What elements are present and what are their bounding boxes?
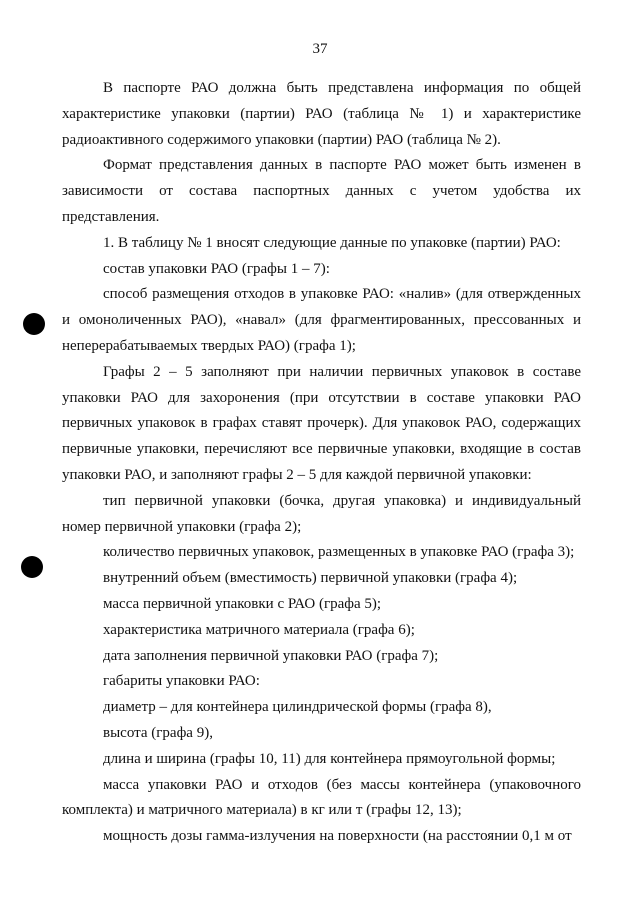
- list-item-placement-method: способ размещения отходов в упаковке РАО: «налив» (для отвержденных и омоноличенных РАО), «навал» (для фрагментированных, прессованных и неперерабатываемых твердых РАО) (графа 1);: [62, 286, 581, 354]
- list-item-primary-package-type: тип первичной упаковки (бочка, другая упаковка) и индивидуальный номер первичной упаковки (графа 2);: [62, 492, 581, 535]
- list-item-fill-date: дата заполнения первичной упаковки РАО (графа 7);: [103, 647, 439, 664]
- paragraph-format: Формат представления данных в паспорте РАО может быть изменен в зависимости от состава паспортных данных с учетом удобства их представления.: [62, 157, 581, 225]
- list-item-height: высота (графа 9),: [103, 724, 213, 741]
- list-item-primary-package-count: количество первичных упаковок, размещенных в упаковке РАО (графа 3);: [103, 544, 575, 561]
- document-body: [62, 76, 581, 850]
- list-item-internal-volume: внутренний объем (вместимость) первичной упаковки (графа 4);: [103, 570, 518, 587]
- paragraph-passport-info: В паспорте РАО должна быть представлена информация по общей характеристике упаковки (партии) РАО (таблица № 1) и характеристике радиоактивного содержимого упаковки (партии) РАО (таблица № 2).: [62, 80, 581, 148]
- page-number: 37: [312, 41, 328, 57]
- list-item-matrix-material: характеристика матричного материала (графа 6);: [103, 621, 415, 638]
- punch-hole-mark: [21, 556, 43, 578]
- list-item-package-composition: состав упаковки РАО (графы 1 – 7):: [103, 260, 330, 277]
- list-item-package-mass: масса упаковки РАО и отходов (без массы контейнера (упаковочного комплекта) и матричного материала) в кг или т (графы 12, 13);: [62, 776, 581, 819]
- paragraph-columns-2-5: Графы 2 – 5 заполняют при наличии первичных упаковок в составе упаковки РАО для захоронения (при отсутствии в составе упаковки РАО первичных упаковок в графах ставят прочерк). Для упаковок РАО, содержащих первичные упаковки, перечисляют все первичные упаковки, входящие в состав упаковки РАО, и заполняют графы 2 – 5 для каждой первичной упаковки:: [62, 363, 581, 483]
- punch-hole-mark: [23, 313, 45, 335]
- list-item-dimensions: габариты упаковки РАО:: [103, 673, 260, 690]
- list-item-length-width: длина и ширина (графы 10, 11) для контейнера прямоугольной формы;: [103, 750, 556, 767]
- list-item-diameter: диаметр – для контейнера цилиндрической формы (графа 8),: [103, 699, 492, 716]
- list-item-dose-rate: мощность дозы гамма-излучения на поверхности (на расстоянии 0,1 м от: [103, 828, 572, 845]
- paragraph-table-1-intro: 1. В таблицу № 1 вносят следующие данные по упаковке (партии) РАО:: [103, 234, 561, 251]
- list-item-primary-package-mass: масса первичной упаковки с РАО (графа 5);: [103, 595, 382, 612]
